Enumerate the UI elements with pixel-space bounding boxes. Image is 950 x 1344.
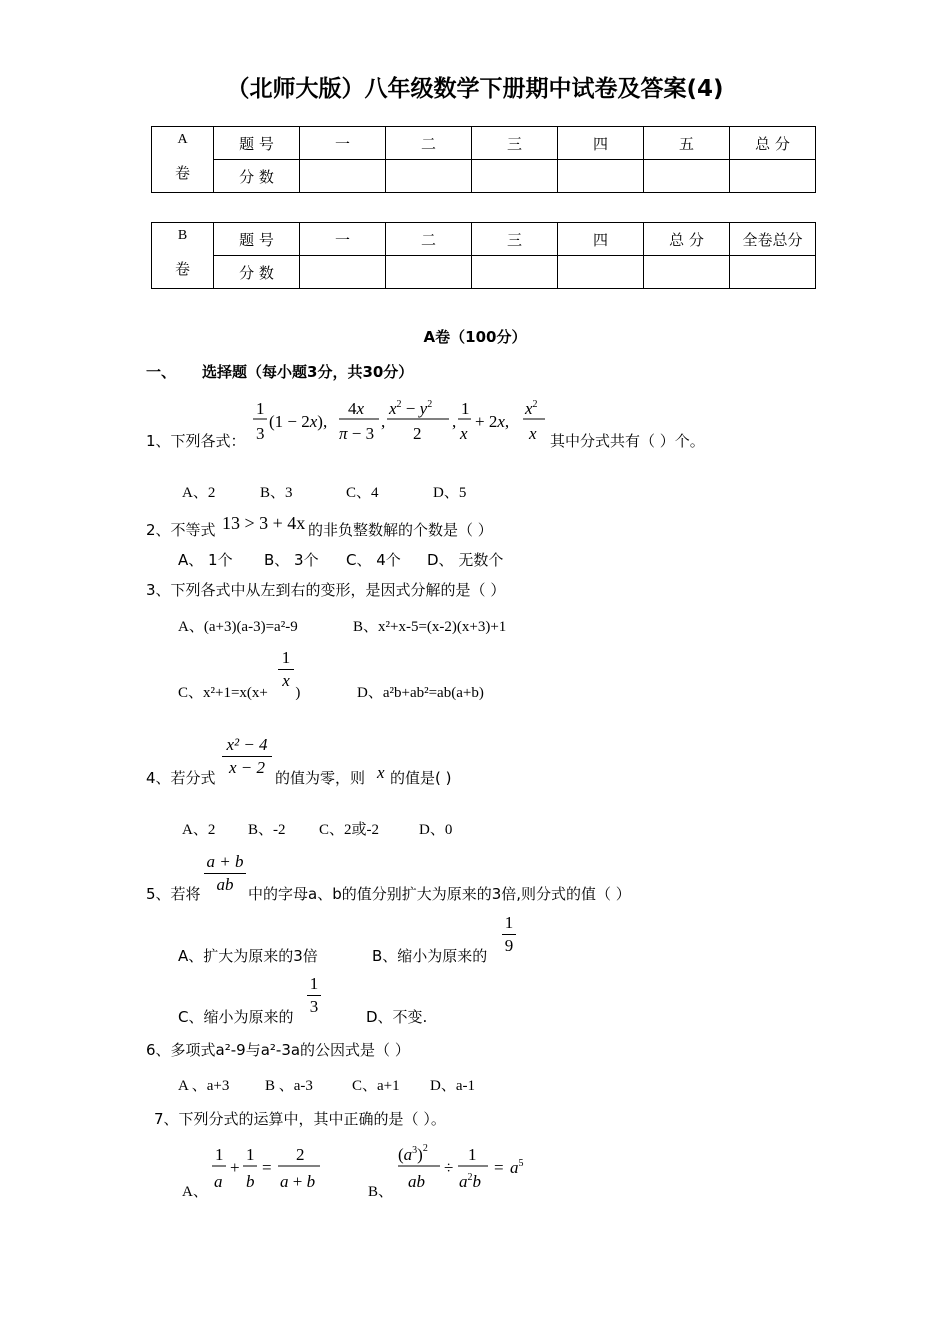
svg-text:1: 1 (215, 1145, 224, 1164)
q7-option-b-label[interactable]: B、 (368, 1184, 394, 1200)
svg-text:ab: ab (408, 1172, 425, 1191)
q5-prefix: 5、若将 (146, 885, 201, 903)
score-table-b (151, 222, 816, 289)
svg-text:3: 3 (256, 424, 265, 443)
svg-text:1: 1 (256, 399, 265, 418)
table-a-header-cell: 总 分 (730, 127, 816, 160)
svg-text:x2: $x^2$ (525, 399, 538, 418)
q1-option-c[interactable]: C、4 (346, 485, 379, 501)
q3-option-c[interactable]: C、x²+1=x(x+ ) (178, 685, 301, 701)
table-b-header-cell: 一 (300, 223, 386, 256)
svg-text:2: 2 (296, 1145, 305, 1164)
table-a-header-cell: 题 号 (214, 127, 300, 160)
svg-text:4x: 4x (348, 399, 365, 418)
table-a-score-cell[interactable] (472, 160, 558, 193)
q6-option-d[interactable]: D、a-1 (430, 1078, 475, 1094)
table-b-header-cell: 全卷总分 (730, 223, 816, 256)
q6-stem: 6、多项式a²-9与a²-3a的公因式是（ ） (146, 1041, 410, 1059)
table-a-score-cell[interactable] (386, 160, 472, 193)
q4-suffix-b: 的值是( ) (390, 769, 452, 787)
q5-option-b-fraction: 1 9 (502, 913, 516, 956)
q1-prefix: 1、下列各式： (146, 432, 246, 450)
svg-text:(a3)2: $(a^3)^2$ (398, 1143, 428, 1164)
q5-fraction: a + b ab (204, 852, 246, 895)
q4-option-b[interactable]: B、-2 (248, 822, 286, 838)
section-title: 选择题（每小题3分，共30分） (202, 363, 414, 381)
svg-text:a5: $a^5$ (510, 1158, 524, 1177)
q2-inequality: 13 > 3 + 4x (222, 513, 306, 533)
q3-stem: 3、下列各式中从左到右的变形，是因式分解的是（ ） (146, 581, 506, 599)
table-a-header-cell: 四 (558, 127, 644, 160)
svg-text:,: , (381, 412, 386, 431)
q7-option-a-formula (210, 1142, 325, 1198)
q7-option-a-label[interactable]: A、 (182, 1184, 208, 1200)
table-b-header-cell: 题 号 (214, 223, 300, 256)
q5-option-c[interactable]: C、缩小为原来的 (178, 1008, 294, 1026)
svg-text:2: 2 (413, 424, 422, 443)
q5-option-c-fraction: 1 3 (307, 974, 321, 1017)
svg-text:b: b (246, 1172, 255, 1191)
table-b-header-cell: 二 (386, 223, 472, 256)
q4-option-c[interactable]: C、2或-2 (319, 822, 380, 838)
table-b-score-cell[interactable] (386, 256, 472, 289)
section-number: 一、 (146, 363, 177, 381)
table-a-score-cell[interactable] (300, 160, 386, 193)
q1-option-a[interactable]: A、2 (182, 485, 216, 501)
q4-fraction: x² − 4 x − 2 (222, 735, 272, 778)
q6-option-a[interactable]: A 、a+3 (178, 1078, 230, 1094)
q2-option-c[interactable]: C、 4个 (346, 551, 401, 569)
table-a-header-cell: 一 (300, 127, 386, 160)
q1-suffix: 其中分式共有（ ）个。 (550, 432, 705, 450)
q3-option-a[interactable]: A、(a+3)(a-3)=a²-9 (178, 619, 298, 635)
q2-option-a[interactable]: A、 1个 (178, 551, 233, 569)
svg-text:a: a (214, 1172, 223, 1191)
svg-text:+ 2x,: + 2x, (475, 412, 510, 431)
table-a-header-cell: 二 (386, 127, 472, 160)
q4-variable: x (377, 763, 385, 782)
q7-option-b-formula (396, 1136, 536, 1198)
score-table-a (151, 126, 816, 193)
q2-suffix: 的非负整数解的个数是（ ） (308, 521, 493, 539)
q5-option-d[interactable]: D、不变. (366, 1008, 428, 1026)
table-b-header-cell: 四 (558, 223, 644, 256)
q4-suffix-a: 的值为零，则 (275, 769, 366, 787)
q2-prefix: 2、不等式 (146, 521, 216, 539)
q2-option-d[interactable]: D、 无数个 (427, 551, 504, 569)
table-b-score-cell[interactable] (300, 256, 386, 289)
table-a-header-cell: 三 (472, 127, 558, 160)
table-b-score-cell[interactable] (730, 256, 816, 289)
svg-text:÷: ÷ (444, 1158, 454, 1177)
svg-text:1: 1 (468, 1145, 477, 1164)
q6-option-b[interactable]: B 、a-3 (265, 1078, 313, 1094)
q3-option-c-fraction: 1 x (278, 648, 294, 691)
page-title: （北师大版）八年级数学下册期中试卷及答案(4) (226, 76, 724, 102)
q5-option-b[interactable]: B、缩小为原来的 (372, 947, 488, 965)
q1-option-d[interactable]: D、5 (433, 485, 467, 501)
svg-text:=: = (262, 1158, 272, 1177)
svg-text:,: , (452, 412, 457, 431)
svg-text:=: = (494, 1158, 504, 1177)
svg-text:x: x (529, 424, 537, 443)
table-b-side-label: B 卷 (152, 223, 214, 289)
table-a-row-label: 分 数 (214, 160, 300, 193)
q4-prefix: 4、若分式 (146, 769, 216, 787)
q3-option-d[interactable]: D、a²b+ab²=ab(a+b) (357, 685, 484, 701)
svg-text:a + b: a + b (280, 1172, 316, 1191)
svg-text:x: x (460, 424, 468, 443)
q2-option-b[interactable]: B、 3个 (264, 551, 319, 569)
q3-option-b[interactable]: B、x²+x-5=(x-2)(x+3)+1 (353, 619, 507, 635)
q4-option-d[interactable]: D、0 (419, 822, 453, 838)
svg-text:+: + (230, 1158, 240, 1177)
svg-text:1: 1 (246, 1145, 255, 1164)
svg-text:π − 3: π − 3 (339, 424, 375, 443)
svg-text:a2b: $a^2b$ (459, 1172, 481, 1191)
table-a-score-cell[interactable] (558, 160, 644, 193)
svg-text:1: 1 (461, 399, 470, 418)
q4-option-a[interactable]: A、2 (182, 822, 216, 838)
q5-option-a[interactable]: A、扩大为原来的3倍 (178, 947, 318, 965)
table-b-score-cell[interactable] (472, 256, 558, 289)
table-a-header-cell: 五 (644, 127, 730, 160)
svg-text:(1 − 2x),: (1 − 2x), (269, 412, 328, 431)
q7-stem: 7、下列分式的运算中，其中正确的是（ ）。 (154, 1110, 446, 1128)
q1-option-b[interactable]: B、3 (260, 485, 293, 501)
q1-expression-list (253, 397, 553, 447)
table-a-side-label: A 卷 (152, 127, 214, 193)
paper-a-heading: A卷（100分） (423, 328, 527, 346)
q6-option-c[interactable]: C、a+1 (352, 1078, 400, 1094)
table-b-row-label: 分 数 (214, 256, 300, 289)
table-b-score-cell[interactable] (558, 256, 644, 289)
table-b-header-cell: 三 (472, 223, 558, 256)
table-a-score-cell[interactable] (644, 160, 730, 193)
q5-suffix: 中的字母a、b的值分别扩大为原来的3倍,则分式的值（ ） (248, 885, 631, 903)
table-b-score-cell[interactable] (644, 256, 730, 289)
table-b-header-cell: 总 分 (644, 223, 730, 256)
table-a-score-cell[interactable] (730, 160, 816, 193)
svg-text:x2 − y2: $x^2 - y^2$ (389, 399, 433, 418)
